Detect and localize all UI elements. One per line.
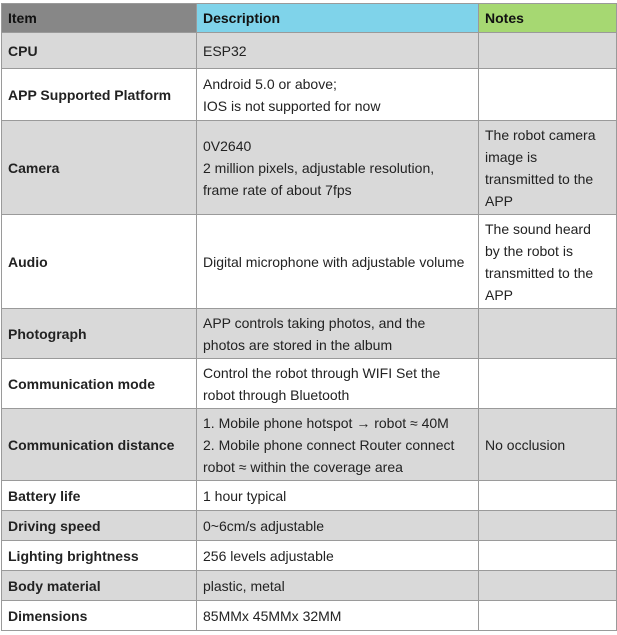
header-row <box>2 4 617 33</box>
notes-cell <box>479 309 617 359</box>
notes-line: APP <box>485 286 514 303</box>
description-line: plastic, metal <box>203 577 285 594</box>
description-cell <box>197 541 479 571</box>
table-row <box>2 359 617 409</box>
table-row <box>2 541 617 571</box>
notes-line: by the robot is <box>485 242 573 259</box>
description-line: 256 levels adjustable <box>203 547 334 564</box>
spec-table <box>1 3 617 631</box>
description-line: ESP32 <box>203 42 247 59</box>
description-line: robot ≈ within the coverage area <box>203 458 403 475</box>
description-line: Control the robot through WIFI Set the <box>203 364 441 381</box>
item-cell: Body material <box>2 571 197 601</box>
item-cell: Camera <box>2 121 197 215</box>
table-row <box>2 571 617 601</box>
description-cell <box>197 359 479 409</box>
description-line: 2 million pixels, adjustable resolution, <box>203 159 435 176</box>
table-row <box>2 309 617 359</box>
description-cell <box>197 481 479 511</box>
description-line: IOS is not supported for now <box>203 97 381 114</box>
item-cell: Lighting brightness <box>2 541 197 571</box>
notes-line: The sound heard <box>485 220 591 237</box>
notes-cell <box>479 409 617 481</box>
table-row <box>2 511 617 541</box>
description-line: Digital microphone with adjustable volume <box>203 253 465 270</box>
table-row <box>2 215 617 309</box>
item-cell: CPU <box>2 33 197 69</box>
description-cell <box>197 409 479 481</box>
description-cell <box>197 571 479 601</box>
notes-line: transmitted to the <box>485 170 594 187</box>
item-cell: APP Supported Platform <box>2 69 197 121</box>
notes-cell <box>479 33 617 69</box>
description-line: 0~6cm/s adjustable <box>203 517 325 534</box>
table-row <box>2 481 617 511</box>
description-cell <box>197 309 479 359</box>
notes-cell <box>479 359 617 409</box>
notes-cell <box>479 511 617 541</box>
description-line: 0V2640 <box>203 137 252 154</box>
header-notes: Notes <box>479 4 617 33</box>
notes-line: image is <box>485 148 538 165</box>
description-line: robot through Bluetooth <box>203 386 350 403</box>
description-cell <box>197 215 479 309</box>
description-line: frame rate of about 7fps <box>203 181 352 198</box>
notes-cell <box>479 601 617 631</box>
description-line: 85MMx 45MMx 32MM <box>203 607 342 624</box>
item-cell: Photograph <box>2 309 197 359</box>
notes-line: No occlusion <box>485 436 566 453</box>
description-cell <box>197 69 479 121</box>
table-row <box>2 121 617 215</box>
notes-cell <box>479 215 617 309</box>
notes-cell <box>479 69 617 121</box>
notes-cell <box>479 481 617 511</box>
notes-cell <box>479 541 617 571</box>
table-row <box>2 33 617 69</box>
item-cell: Dimensions <box>2 601 197 631</box>
item-cell: Driving speed <box>2 511 197 541</box>
item-cell: Battery life <box>2 481 197 511</box>
item-cell: Audio <box>2 215 197 309</box>
notes-cell <box>479 121 617 215</box>
notes-cell <box>479 571 617 601</box>
notes-line: APP <box>485 192 514 209</box>
item-cell: Communication mode <box>2 359 197 409</box>
description-line: photos are stored in the album <box>203 336 393 353</box>
description-line: 2. Mobile phone connect Router connect <box>203 436 455 453</box>
description-cell <box>197 33 479 69</box>
table-row <box>2 601 617 631</box>
table-row <box>2 69 617 121</box>
item-cell: Communication distance <box>2 409 197 481</box>
notes-line: transmitted to the <box>485 264 594 281</box>
description-cell <box>197 601 479 631</box>
description-cell <box>197 511 479 541</box>
header-description: Description <box>197 4 479 33</box>
description-line: 1. Mobile phone hotspot → robot ≈ 40M <box>203 414 449 431</box>
description-line: 1 hour typical <box>203 487 287 504</box>
table-row <box>2 409 617 481</box>
description-line: APP controls taking photos, and the <box>203 314 426 331</box>
description-line: Android 5.0 or above; <box>203 75 337 92</box>
description-cell <box>197 121 479 215</box>
notes-line: The robot camera <box>485 126 596 143</box>
header-item: Item <box>2 4 197 33</box>
